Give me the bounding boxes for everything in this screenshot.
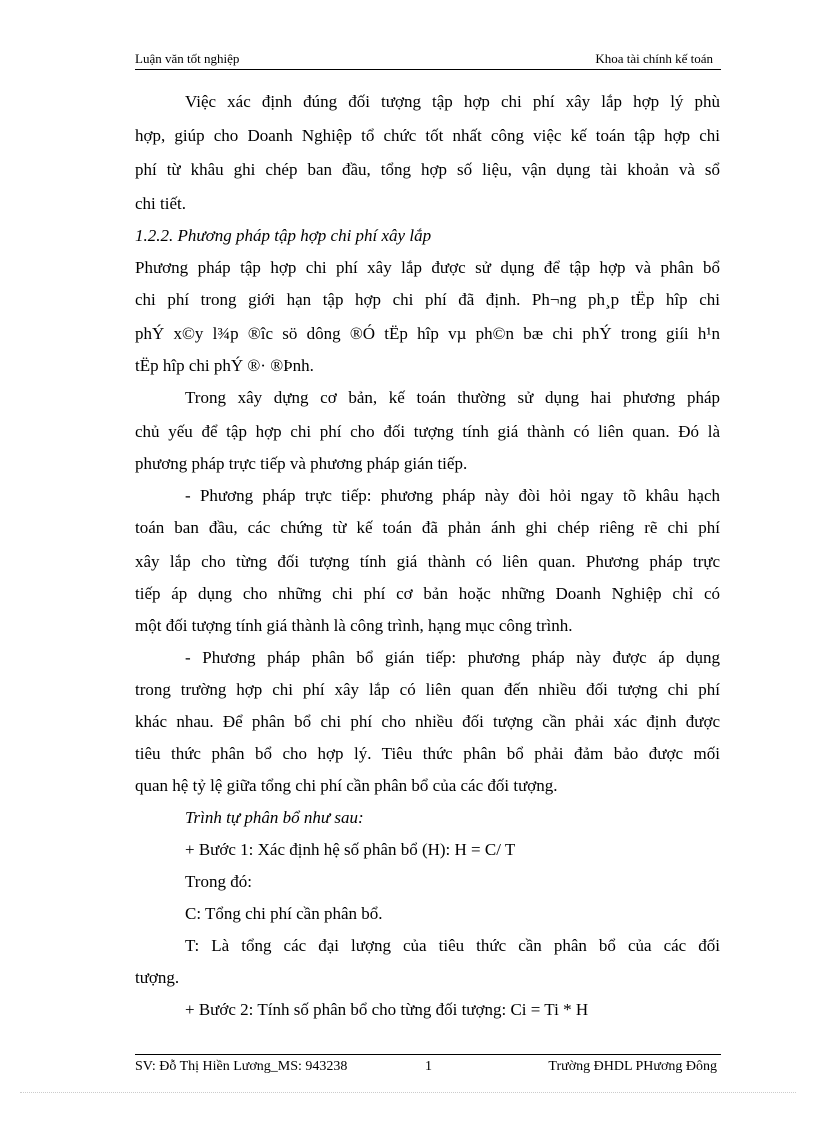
text-line: tËp hîp chi phÝ ®· ®Þnh. bbox=[135, 356, 314, 375]
text-line: hợp, giúp cho Doanh Nghiệp tổ chức tốt nhất công việc kế toán tập hợp chi bbox=[135, 126, 720, 145]
text-line: tượng. bbox=[135, 968, 180, 987]
text-line: Phương pháp tập hợp chi phí xây lắp được sử dụng để tập hợp và phân bổ bbox=[135, 258, 720, 277]
text-line: chi tiết. bbox=[135, 194, 186, 213]
text-line: phí từ khâu ghi chép ban đầu, tổng hợp số liệu, vận dụng tài khoản và sổ bbox=[135, 160, 720, 179]
text-line: - Phương pháp phân bổ gián tiếp: phương pháp này được áp dụng bbox=[185, 648, 720, 667]
text-line: xây lắp cho từng đối tượng tính giá thành có liên quan. Phương pháp trực bbox=[135, 552, 720, 571]
text-line: Trong xây dựng cơ bản, kế toán thường sử dụng hai phương pháp bbox=[185, 388, 720, 407]
text-line: chi phí trong giới hạn tập hợp chi phí đã định. Ph¬ng ph¸p tËp hîp chi bbox=[135, 290, 720, 309]
text-line: Việc xác định đúng đối tượng tập hợp chi phí xây lắp hợp lý phù bbox=[185, 92, 720, 111]
text-line: trong trường hợp chi phí xây lắp có liên quan đến nhiều đối tượng chi phí bbox=[135, 680, 720, 699]
text-line: phÝ x©y l¾p ®îc sö dông ®Ó tËp hîp vµ ph©n bæ chi phÝ trong giíi h¹n bbox=[135, 324, 720, 343]
text-line: + Bước 2: Tính số phân bổ cho từng đối tượng: Ci = Ti * H bbox=[185, 1000, 589, 1019]
section-heading: 1.2.2. Phương pháp tập hợp chi phí xây lắp bbox=[135, 226, 432, 245]
page-header bbox=[135, 49, 721, 70]
text-line: Trong đó: bbox=[185, 872, 252, 891]
text-line: phương pháp trực tiếp và phương pháp gián tiếp. bbox=[135, 454, 468, 473]
text-line: C: Tổng chi phí cần phân bổ. bbox=[185, 904, 383, 923]
text-line: khác nhau. Để phân bổ chi phí cho nhiều đối tượng cần phải xác định được bbox=[135, 712, 720, 731]
footer-school-label: Trường ĐHDL PHương Đông bbox=[548, 1059, 717, 1074]
text-line: - Phương pháp trực tiếp: phương pháp này đòi hỏi ngay tõ khâu hạch bbox=[185, 486, 720, 505]
page-footer bbox=[135, 1054, 721, 1074]
text-line: quan hệ tỷ lệ giữa tổng chi phí cần phân bổ của các đối tượng. bbox=[135, 776, 558, 795]
text-line: tiêu thức phân bổ cho hợp lý. Tiêu thức phân bổ phải đảm bảo được mối bbox=[135, 744, 720, 763]
text-line: Trình tự phân bổ như sau: bbox=[185, 808, 364, 827]
text-line: chủ yếu để tập hợp chi phí cho đối tượng tính giá thành có liên quan. Đó là bbox=[135, 422, 720, 441]
text-line: toán ban đầu, các chứng từ kế toán đã phản ánh ghi chép riêng rẽ chi phí bbox=[135, 518, 720, 537]
header-thesis-label: Luận văn tốt nghiệp bbox=[135, 51, 240, 66]
footer-student-label: SV: Đỗ Thị Hiền Lương_MS: 943238 bbox=[135, 1059, 348, 1074]
page-edge-divider bbox=[20, 1092, 796, 1093]
text-line: + Bước 1: Xác định hệ số phân bổ (H): H = C/ T bbox=[185, 840, 516, 859]
text-line: một đối tượng tính giá thành là công trình, hạng mục công trình. bbox=[135, 616, 573, 635]
text-line: T: Là tổng các đại lượng của tiêu thức cần phân bổ của các đối bbox=[185, 936, 720, 955]
page-number: 1 bbox=[425, 1059, 432, 1074]
header-faculty-label: Khoa tài chính kế toán bbox=[595, 51, 713, 66]
text-line: tiếp áp dụng cho những chi phí cơ bản hoặc những Doanh Nghiệp chỉ có bbox=[135, 584, 720, 603]
